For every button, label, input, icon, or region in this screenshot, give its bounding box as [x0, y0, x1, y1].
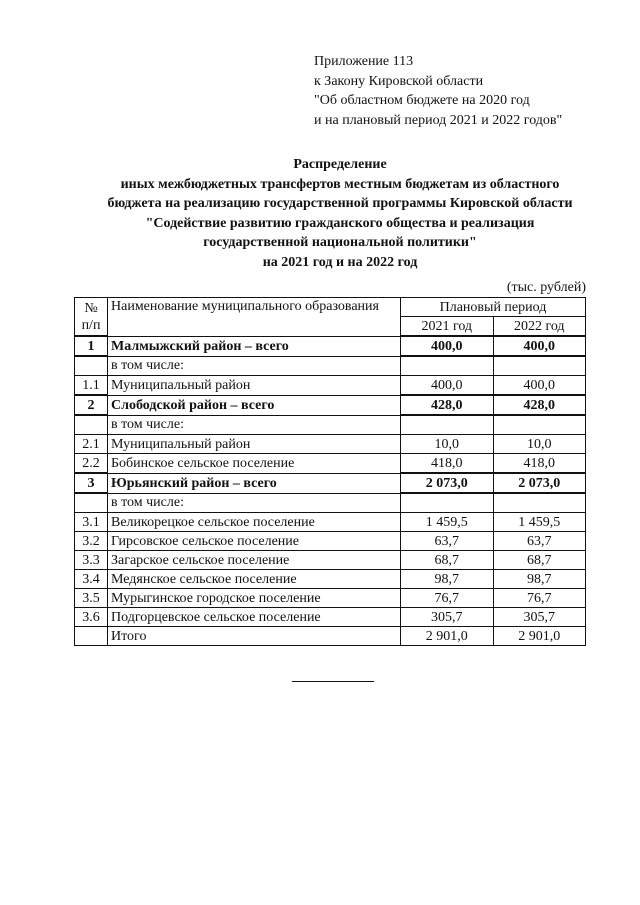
row-value-2021	[401, 356, 494, 376]
row-value-2022: 305,7	[493, 608, 586, 627]
table-body	[75, 336, 586, 646]
row-value-2022: 76,7	[493, 589, 586, 608]
row-num: 2.2	[75, 454, 108, 474]
appendix-line: "Об областном бюджете на 2020 год	[314, 93, 530, 108]
row-num: 1.1	[75, 376, 108, 396]
row-name: Муниципальный район	[108, 376, 401, 396]
row-value-2022: 63,7	[493, 532, 586, 551]
row-value-2021	[401, 493, 494, 513]
title-line: государственной национальной политики"	[203, 235, 477, 250]
title-line: иных межбюджетных трансфертов местным бюджетам из областного	[120, 176, 560, 192]
header-num: № п/п	[75, 298, 108, 337]
row-name: Гирсовское сельское поселение	[108, 532, 401, 551]
row-value-2021: 98,7	[401, 570, 494, 589]
row-num	[75, 356, 108, 376]
row-value-2021: 2 073,0	[401, 473, 494, 493]
appendix-block	[314, 52, 562, 130]
transfers-table	[74, 297, 586, 646]
header-name: Наименование муниципального образования	[108, 298, 401, 337]
table-row	[75, 551, 586, 570]
table-row	[75, 627, 586, 646]
header-year-2021: 2021 год	[401, 317, 494, 337]
row-value-2021: 400,0	[401, 336, 494, 356]
table-row	[75, 589, 586, 608]
row-name: Малмыжский район – всего	[108, 336, 401, 356]
row-value-2021: 428,0	[401, 395, 494, 415]
row-value-2021: 68,7	[401, 551, 494, 570]
title-line: на 2021 год и на 2022 год	[262, 254, 418, 270]
title-line: "Содействие развитию гражданского общества и реализация	[145, 215, 535, 231]
row-value-2021	[401, 415, 494, 435]
row-name: Бобинское сельское поселение	[108, 454, 401, 474]
row-value-2021: 400,0	[401, 376, 494, 396]
row-name: Муниципальный район	[108, 435, 401, 454]
row-value-2022: 400,0	[493, 336, 586, 356]
table-row	[75, 532, 586, 551]
row-num: 3.1	[75, 513, 108, 532]
row-value-2022: 2 901,0	[493, 627, 586, 646]
row-num	[75, 627, 108, 646]
table-row	[75, 513, 586, 532]
row-num	[75, 493, 108, 513]
table-row	[75, 435, 586, 454]
row-num: 3.5	[75, 589, 108, 608]
table-row	[75, 608, 586, 627]
row-value-2022	[493, 493, 586, 513]
table-row	[75, 454, 586, 474]
row-value-2022	[493, 356, 586, 376]
appendix-line: к Закону Кировской области	[314, 73, 484, 89]
row-value-2022: 400,0	[493, 376, 586, 396]
row-num: 3.3	[75, 551, 108, 570]
row-value-2021: 418,0	[401, 454, 494, 474]
row-name: Подгорцевское сельское поселение	[108, 608, 401, 627]
row-name: Юрьянский район – всего	[108, 473, 401, 493]
row-name: в том числе:	[108, 493, 401, 513]
row-num: 3.4	[75, 570, 108, 589]
row-name: Загарское сельское поселение	[108, 551, 401, 570]
title-line: бюджета на реализацию государственной программы Кировской области	[107, 196, 573, 211]
table-row	[75, 356, 586, 376]
row-name: в том числе:	[108, 415, 401, 435]
row-name: Медянское сельское поселение	[108, 570, 401, 589]
units-note: (тыс. рублей)	[506, 280, 586, 295]
title-line: Распределение	[293, 157, 387, 172]
appendix-line: и на плановый период 2021 и 2022 годов"	[314, 112, 563, 128]
row-value-2022: 428,0	[493, 395, 586, 415]
document-title	[60, 155, 620, 272]
appendix-line: Приложение 113	[314, 54, 414, 69]
table-row	[75, 493, 586, 513]
table-row	[75, 473, 586, 493]
row-value-2022: 418,0	[493, 454, 586, 474]
header-period: Плановый период	[401, 298, 586, 317]
row-value-2022: 10,0	[493, 435, 586, 454]
row-value-2021: 10,0	[401, 435, 494, 454]
row-num: 3.2	[75, 532, 108, 551]
row-num	[75, 415, 108, 435]
row-name: Слободской район – всего	[108, 395, 401, 415]
row-value-2021: 63,7	[401, 532, 494, 551]
row-value-2022: 98,7	[493, 570, 586, 589]
table-row	[75, 415, 586, 435]
table-row	[75, 376, 586, 396]
table-row	[75, 570, 586, 589]
row-value-2021: 2 901,0	[401, 627, 494, 646]
row-name: Итого	[108, 627, 401, 646]
row-num: 3	[75, 473, 108, 493]
row-num: 1	[75, 336, 108, 356]
row-value-2022	[493, 415, 586, 435]
end-rule	[292, 681, 374, 682]
row-value-2022: 68,7	[493, 551, 586, 570]
row-value-2022: 1 459,5	[493, 513, 586, 532]
row-name: Мурыгинское городское поселение	[108, 589, 401, 608]
row-num: 2.1	[75, 435, 108, 454]
row-num: 3.6	[75, 608, 108, 627]
table-row	[75, 336, 586, 356]
header-year-2022: 2022 год	[493, 317, 586, 337]
row-num: 2	[75, 395, 108, 415]
row-value-2021: 1 459,5	[401, 513, 494, 532]
row-value-2022: 2 073,0	[493, 473, 586, 493]
row-name: в том числе:	[108, 356, 401, 376]
table-row	[75, 395, 586, 415]
row-value-2021: 305,7	[401, 608, 494, 627]
row-value-2021: 76,7	[401, 589, 494, 608]
row-name: Великорецкое сельское поселение	[108, 513, 401, 532]
